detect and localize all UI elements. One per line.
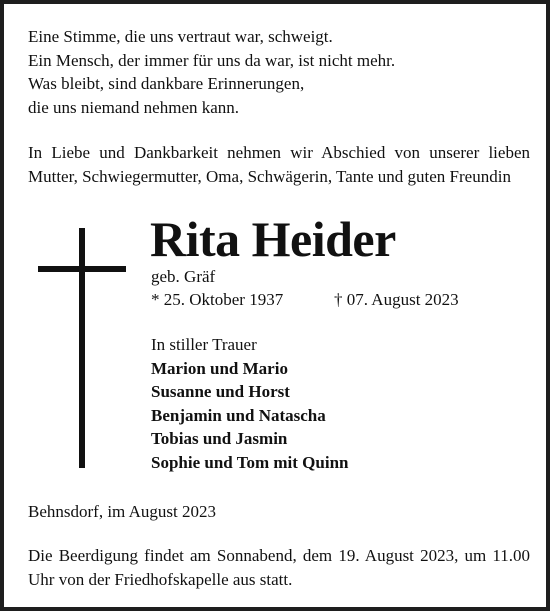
funeral-details: Die Beerdigung findet am Sonnabend, dem 19. August 2023, um 11.00 Uhr von der Friedhofskapelle aus statt. [28,546,530,589]
poem-line: Ein Mensch, der immer für uns da war, ist nicht mehr. [28,50,396,70]
mourners-list [151,333,348,474]
mourner-name: Sophie und Tom mit Quinn [151,452,349,472]
cross-vertical-bar [79,228,85,468]
death-date: † 07. August 2023 [334,290,459,309]
birth-date: * 25. Oktober 1937 [151,290,284,309]
life-dates [151,289,459,311]
mourner-name: Susanne und Horst [151,382,290,401]
poem-line: die uns niemand nehmen kann. [28,97,240,117]
farewell-intro: In Liebe und Dankbarkeit nehmen wir Abschied von unserer lieben Mutter, Schwiegermutter, Oma, Schwägerin, Tante und guten Freundin [28,143,530,186]
poem-line: Eine Stimme, die uns vertraut war, schweigt. [28,27,333,46]
cross-horizontal-bar [38,266,126,272]
cross-icon [38,228,126,468]
poem-line: Was bleibt, sind dankbare Erinnerungen, [28,74,305,93]
deceased-name: Rita Heider [150,211,396,267]
place-and-date: Behnsdorf, im August 2023 [28,502,216,521]
poem [28,25,395,119]
mourner-name: Benjamin und Natascha [151,405,326,425]
maiden-name: geb. Gräf [151,267,216,286]
mourning-lead: In stiller Trauer [151,335,257,354]
mourner-name: Tobias und Jasmin [151,429,288,448]
mourner-name: Marion und Mario [151,358,288,378]
